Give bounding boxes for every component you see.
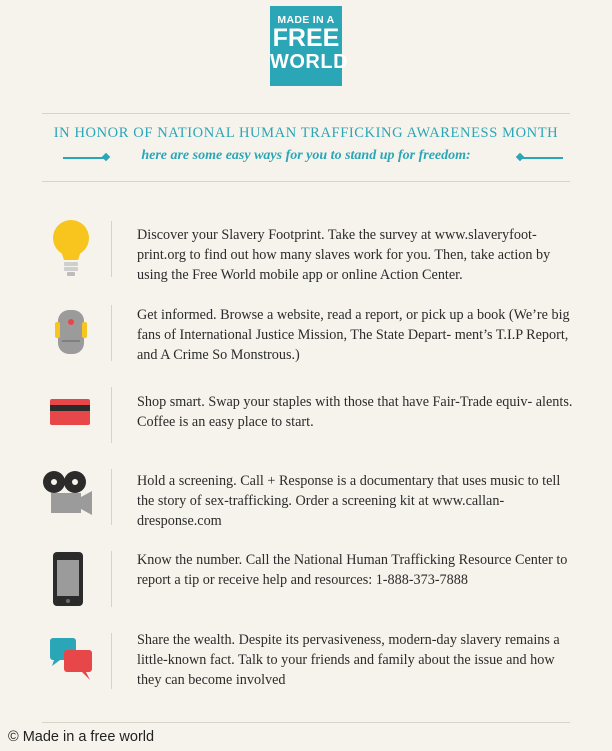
item-divider bbox=[111, 551, 112, 607]
tip-text: Get informed. Browse a website, read a report, or pick up a book (We’re big fans of International Justice Mission, The State Depart- ment’s T.I.P Report, and A Crime So Monstrous.) bbox=[137, 307, 570, 363]
subheading-row bbox=[0, 148, 612, 168]
speech-bubbles-icon bbox=[40, 630, 100, 690]
credit-card-icon bbox=[40, 384, 100, 444]
item-divider bbox=[111, 221, 112, 277]
logo-line-3: WORLD bbox=[270, 51, 349, 73]
flourish-right bbox=[519, 157, 563, 159]
robot-head-icon bbox=[40, 302, 100, 362]
tip-text: Share the wealth. Despite its pervasiveness, modern-day slavery remains a little-known fact. Talk to your friends and family about the issue and how they can become involved bbox=[137, 632, 560, 688]
tip-text: Hold a screening. Call + Response is a documentary that uses music to tell the story of sex-trafficking. Order a screening kit at www.callan- dresponse.com bbox=[137, 473, 561, 529]
page-subheading: here are some easy ways for you to stand up for freedom: bbox=[141, 148, 471, 163]
logo-line-1: MADE IN A bbox=[277, 14, 335, 26]
copyright-footer: © Made in a free world bbox=[8, 729, 155, 745]
page-heading: IN HONOR OF NATIONAL HUMAN TRAFFICKING AWARENESS MONTH bbox=[53, 125, 559, 141]
item-divider bbox=[111, 305, 112, 361]
lightbulb-icon bbox=[40, 218, 100, 278]
item-divider bbox=[111, 469, 112, 525]
film-camera-icon bbox=[40, 466, 100, 526]
item-divider bbox=[111, 387, 112, 443]
heading-divider bbox=[42, 181, 570, 182]
bottom-divider bbox=[42, 722, 570, 723]
tip-text: Discover your Slavery Footprint. Take the survey at www.slaveryfoot- print.org to find out how many slaves work for you. Then, take action by using the Free World mobile app or online Action Center. bbox=[137, 227, 551, 283]
tip-text: Know the number. Call the National Human Trafficking Resource Center to report a tip or receive help and resources: 1-888-373-7888 bbox=[137, 552, 568, 588]
made-in-a-free-world-logo bbox=[270, 6, 349, 86]
logo-line-2: FREE bbox=[272, 24, 340, 52]
mobile-phone-icon bbox=[40, 548, 100, 608]
item-divider bbox=[111, 633, 112, 689]
tip-text: Shop smart. Swap your staples with those that have Fair-Trade equiv- alents. Coffee is an easy place to start. bbox=[137, 394, 573, 430]
top-divider bbox=[42, 113, 570, 114]
